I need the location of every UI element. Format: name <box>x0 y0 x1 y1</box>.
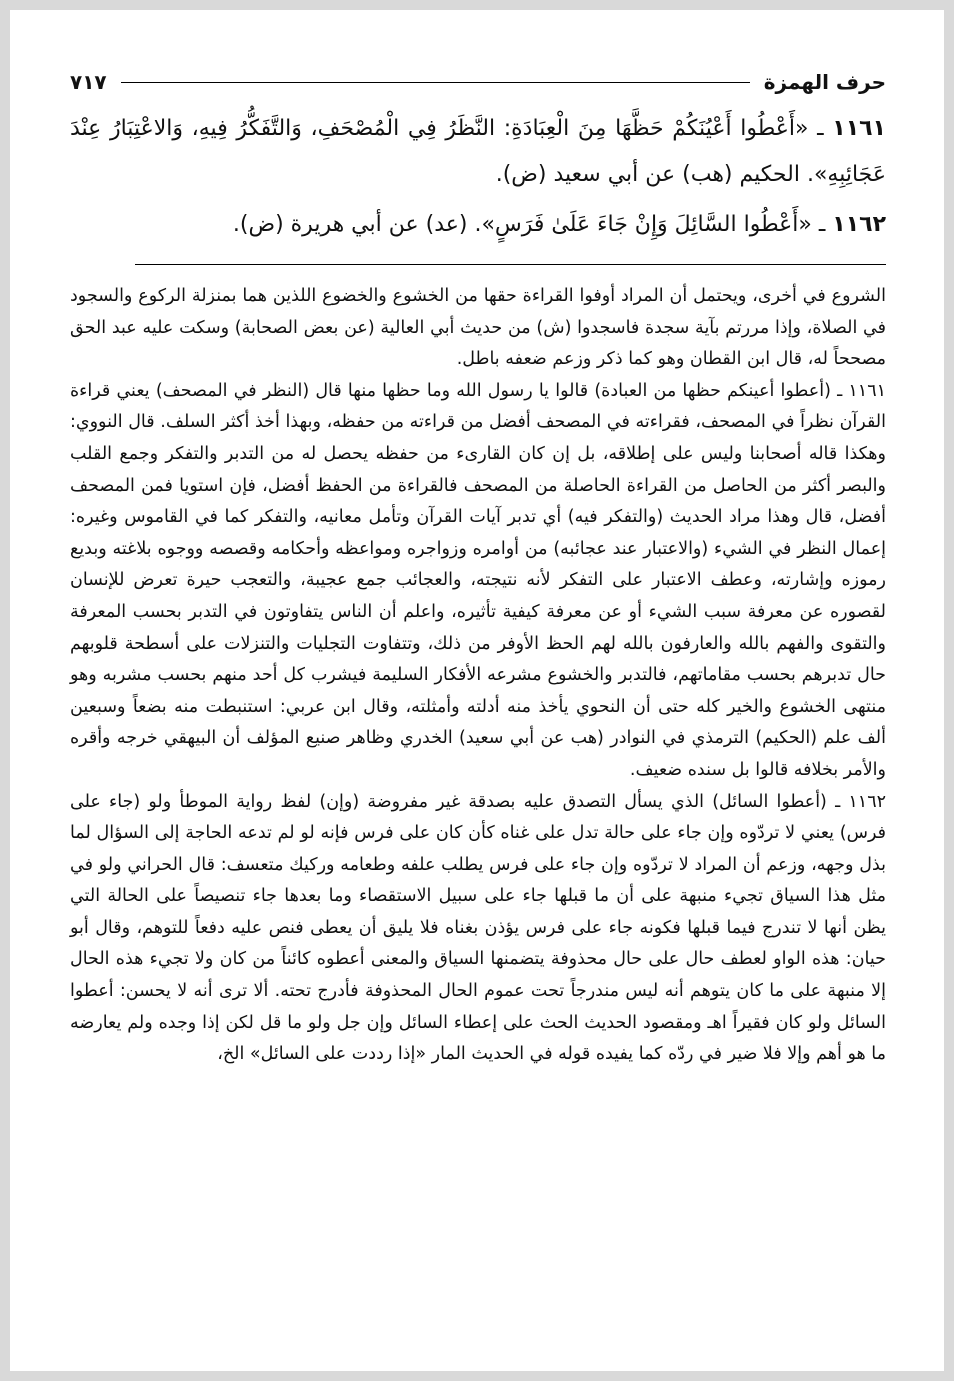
footnote-separator <box>135 264 886 265</box>
hadith-text: «أَعْطُوا أَعْيُنَكُمْ حَظَّهَا مِنَ الْعِبَادَةِ: النَّظَرُ فِي الْمُصْحَفِ، وَالتَّفَكُّرُ فِيهِ، وَالاعْتِبَارُ عِنْدَ عَجَائِبِهِ». الحكيم (هب) عن أبي سعيد (ض). <box>70 116 886 187</box>
hadith-1162: ١١٦٢ ـ «أَعْطُوا السَّائِلَ وَإِنْ جَاءَ عَلَىٰ فَرَسٍ». (عد) عن أبي هريرة (ض). <box>232 212 886 237</box>
hadith-1161: ١١٦١ ـ «أَعْطُوا أَعْيُنَكُمْ حَظَّهَا مِنَ الْعِبَادَةِ: النَّظَرُ فِي الْمُصْحَفِ، وَالتَّفَكُّرُ فِيهِ، وَالاعْتِبَارُ عِنْدَ عَجَائِبِهِ». الحكيم (هب) عن أبي سعيد (ض). <box>70 116 886 187</box>
page-number: ٧١٧ <box>70 70 107 94</box>
hadith-number: ١١٦٢ <box>832 212 886 237</box>
chapter-title: حرف الهمزة <box>763 70 886 94</box>
book-page <box>70 62 886 1071</box>
commentary-1162: ١١٦٢ ـ (أعطوا السائل) الذي يسأل التصدق عليه بصدقة غير مفروضة (وإن) لفظ رواية الموطأ ولو (جاء على فرس) يعني لا تردّوه وإن جاء على حالة تدل على غناه كأن كان على فرس فإنه لو لم تدعه الحاجة إلى السؤال لما بذل وجهه، وزعم أن المراد لا تردّوه وإن جاء على فرس يطلب علفه وطعامه وركيك متعسف: قال الحراني ولو في مثل هذا السياق تجيء منبهة على أن ما قبلها جاء على سبيل الاستقصاء وما بعدها جاء تنصيصاً على الحالة التي يظن أنها لا تندرج فيما قبلها فكونه جاء على فرس يؤذن بغناه فلا يليق أن يعطى فنص عليه دفعاً للتوهم، وقال أبو حيان: هذه الواو لعطف حال على حال محذوفة يتضمنها السياق والمعنى أعطوه كائناً من كان ولا تجيء هذه الحال إلا منبهة على ما كان يتوهم أنه ليس مندرجاً تحت عموم الحال المحذوفة فأدرج تحته. ألا ترى أنه لا يحسن: أعطوا السائل ولو كان فقيراً اهـ ومقصود الحديث الحث على إعطاء السائل وإن جل ولو ما قل لكن إذا وجده ولم يعارضه ما هو أهم وإلا فلا ضير في ردّه كما يفيده قوله في الحديث المار «إذا رددت على السائل» الخ، <box>70 791 886 1065</box>
commentary <box>70 281 886 1071</box>
hadith-number: ١١٦١ <box>832 116 886 141</box>
commentary-intro: الشروع في أخرى، ويحتمل أن المراد أوفوا القراءة حقها من الخشوع والخضوع اللذين هما بمنزلة الركوع والسجود في الصلاة، وإذا مررتم بآية سجدة فاسجدوا (ش) من حديث أبي العالية (عن بعض الصحابة) وسكت عليه عبد الحق مصححاً له، قال ابن القطان وهو كما ذكر وزعم ضعفه باطل. <box>70 286 886 370</box>
header-rule <box>121 82 750 83</box>
commentary-1161: ١١٦١ ـ (أعطوا أعينكم حظها من العبادة) قالوا يا رسول الله وما حظها منها قال (النظر في المصحف) يعني قراءة القرآن نظراً في المصحف، فقراءته في المصحف أفضل من قراءته من حفظه، وبهذا أخذ أكثر السلف. قال النووي: وهكذا قاله أصحابنا وليس على إطلاقه، بل إن كان القارىء من حفظه يحصل له من التدبر والتفكر وجمع القلب والبصر أكثر من الحاصل من القراءة الحاصلة من المصحف فالقراءة من الحفظ أفضل، فإن استويا فمن المصحف أفضل، قال وهذا مراد الحديث (والتفكر فيه) أي تدبر آيات القرآن وتأمل معانيه، والتفكر كما في القاموس وغيره: إعمال النظر في الشيء (والاعتبار عند عجائبه) من أوامره وزواجره ومواعظه وأحكامه وقصصه ووجوه بلاغته وبديع رموزه وإشارته، وعطف الاعتبار على التفكر لأنه نتيجته، والعجائب جمع عجيبة، والتعجب حيرة تعرض للإنسان لقصوره عن معرفة سبب الشيء أو عن معرفة كيفية تأثيره، واعلم أن الناس يتفاوتون في التدبر بحسب المعرفة والتقوى والفهم بالله والعارفون بالله لهم الحظ الأوفر من ذلك، وتتفاوت التجليات والتنزلات على أسطحة قلوبهم حال تدبرهم بحسب مقاماتهم، فالتدبر والخشوع مشرعه الأفكار السليمة فيشرب كل أحد منهم بحسب مشربه وهو منتهى الخشوع والخير كله حتى أن النحوي يأخذ منه أدلته وأمثلته، وقال ابن عربي: استنبطت منه بضعاً وسبعين ألف علم (الحكيم) الترمذي في النوادر (هب عن أبي سعيد) الخدري وظاهر صنيع المؤلف أن البيهقي خرجه وأقره والأمر بخلافه قالوا بل سنده ضعيف. <box>70 380 886 780</box>
hadith-text: «أَعْطُوا السَّائِلَ وَإِنْ جَاءَ عَلَىٰ فَرَسٍ». (عد) عن أبي هريرة (ض). <box>232 212 812 237</box>
page-header <box>70 62 886 102</box>
